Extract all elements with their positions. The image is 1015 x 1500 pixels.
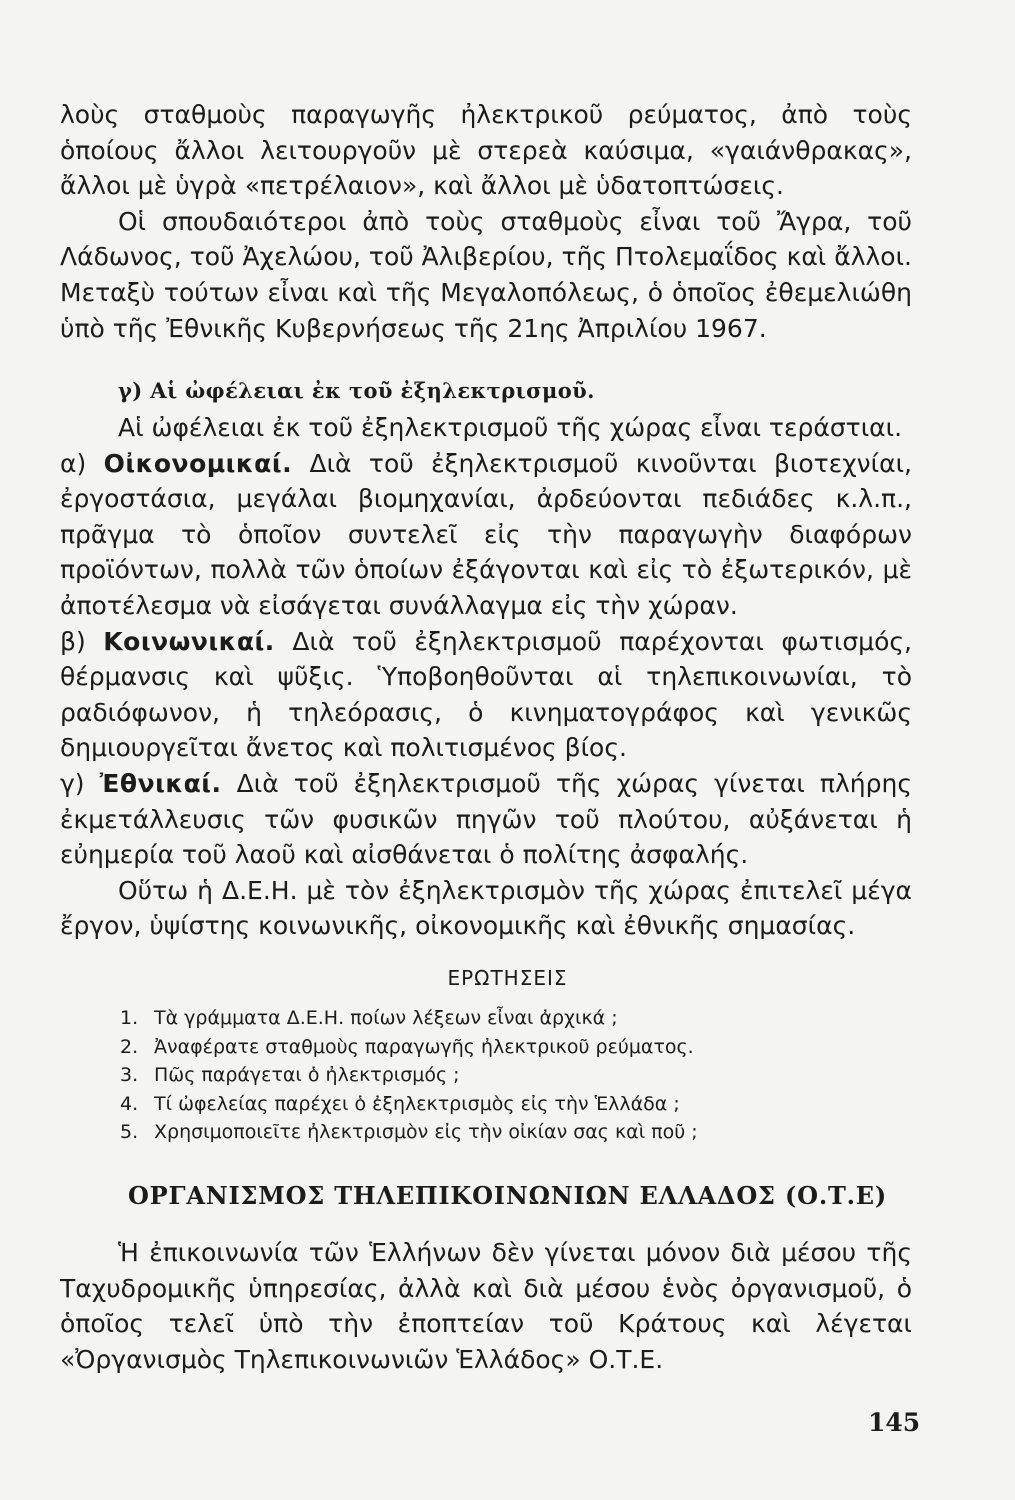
questions-title: ΕΡΩΤΗΣΕΙΣ — [447, 966, 568, 990]
ote-section — [60, 1235, 912, 1377]
stations-paragraph: Οἱ σπουδαιότεροι ἀπὸ τοὺς σταθμοὺς εἶναι τοῦ Ἄγρα, τοῦ Λάδωνος, τοῦ Ἀχελώου, τοῦ Ἀλιβερίου, τῆς Πτολεμαΐδος καὶ ἄλλοι. Μεταξὺ τούτων εἶναι καὶ τῆς Μεγαλοπόλεως, ὁ ὁποῖος ἐθεμελιώθη ὑπὸ τῆς Ἐθνικῆς Κυβερνήσεως τῆς 21ης Ἀπριλίου 1967. — [60, 206, 912, 343]
benefits-intro-paragraph: Αἱ ὠφέλειαι ἐκ τοῦ ἐξηλεκτρισμοῦ τῆς χώρας εἶναι τεράστιαι. — [118, 413, 903, 442]
question-item — [120, 1061, 840, 1090]
question-text: Χρησιμοποιεῖτε ἠλεκτρισμὸν εἰς τὴν οἰκίαν σας καὶ ποῦ ; — [154, 1121, 698, 1144]
question-number: 2. — [120, 1035, 139, 1058]
intro-section — [60, 97, 912, 346]
national-label: Ἐθνικαί. — [99, 768, 222, 798]
conclusion-paragraph: Οὕτω ἡ Δ.Ε.Η. μὲ τὸν ἐξηλεκτρισμὸν τῆς χώρας ἐπιτελεῖ μέγα ἔργον, ὑψίστης κοινωνικῆς, οἰκονομικῆς καὶ ἐθνικῆς σημασίας. — [60, 875, 912, 941]
social-benefits-paragraph — [60, 624, 912, 766]
question-number: 4. — [120, 1092, 139, 1115]
benefits-heading: γ) Αἱ ὠφέλειαι ἐκ τοῦ ἐξηλεκτρισμοῦ. — [118, 378, 595, 403]
social-label: Κοινωνικαί. — [103, 626, 275, 656]
national-marker: γ) — [60, 768, 100, 798]
national-benefits-paragraph — [60, 766, 912, 873]
economic-label: Οἰκονομικαί. — [103, 448, 293, 478]
question-item — [120, 1090, 840, 1119]
benefits-section — [60, 410, 912, 944]
question-text: Τί ὠφελείας παρέχει ὁ ἐξηλεκτρισμὸς εἰς τὴν Ἑλλάδα ; — [154, 1092, 680, 1115]
question-text: Τὰ γράμματα Δ.Ε.Η. ποίων λέξεων εἶναι ἀρχικά ; — [154, 1007, 618, 1029]
questions-list — [120, 1004, 840, 1147]
question-number: 1. — [120, 1007, 139, 1029]
national-text: Διὰ τοῦ ἐξηλεκτρισμοῦ τῆς χώρας γίνεται πλήρης ἐκμετάλλευσις τῶν φυσικῶν πηγῶν τοῦ πλούτου, αὐξάνεται ἡ εὐημερία τοῦ λαοῦ καὶ αἰσθάνεται ὁ πολίτης ἀσφαλής. — [60, 768, 912, 870]
question-number: 5. — [120, 1121, 139, 1144]
question-item — [120, 1033, 840, 1062]
social-marker: β) — [60, 626, 104, 656]
ote-paragraph: Ἡ ἐπικοινωνία τῶν Ἑλλήνων δὲν γίνεται μόνον διὰ μέσου τῆς Ταχυδρομικῆς ὑπηρεσίας, ἀλλὰ καὶ διὰ μέσου ἑνὸς ὀργανισμοῦ, ὁ ὁποῖος τελεῖ ὑπὸ τὴν ἐποπτείαν τοῦ Κράτους καὶ λέγεται «Ὀργανισμὸς Τηλεπικοινωνιῶν Ἑλλάδος» Ο.Τ.Ε. — [60, 1238, 912, 1374]
question-item — [120, 1118, 840, 1147]
question-text: Ἀναφέρατε σταθμοὺς παραγωγῆς ἠλεκτρικοῦ ρεύματος. — [154, 1035, 694, 1058]
question-text: Πῶς παράγεται ὁ ἠλεκτρισμός ; — [154, 1064, 460, 1087]
ote-section-title: ΟΡΓΑΝΙΣΜΟΣ ΤΗΛΕΠΙΚΟΙΝΩΝΙΩΝ ΕΛΛΑΔΟΣ (Ο.Τ.Ε) — [127, 1181, 888, 1210]
social-text: Διὰ τοῦ ἐξηλεκτρισμοῦ παρέχονται φωτισμός, θέρμανσις καὶ ψῦξις. Ὑποβοηθοῦνται αἱ τηλεπικοινωνίαι, τὸ ραδιόφωνον, ἡ τηλεόρασις, ὁ κινηματογράφος καὶ γενικῶς δημιουργεῖται ἄνετος καὶ πολιτισμένος βίος. — [60, 626, 912, 763]
intro-continuation-paragraph: λοὺς σταθμοὺς παραγωγῆς ἠλεκτρικοῦ ρεύματος, ἀπὸ τοὺς ὁποίους ἄλλοι λειτουργοῦν μὲ στερεὰ καύσιμα, «γαιάνθρακας», ἄλλοι μὲ ὑγρὰ «πετρέλαιον», καὶ ἄλλοι μὲ ὑδατοπτώσεις. — [60, 100, 912, 201]
question-number: 3. — [120, 1064, 139, 1087]
economic-benefits-paragraph — [60, 446, 912, 624]
page-number: 145 — [868, 1408, 921, 1437]
economic-text: Διὰ τοῦ ἐξηλεκτρισμοῦ κινοῦνται βιοτεχνίαι, ἐργοστάσια, μεγάλαι βιομηχανίαι, ἀρδεύονται πεδιάδες κ.λ.π., πρᾶγμα τὸ ὁποῖον συντελεῖ εἰς τὴν παραγωγὴν διαφόρων προϊόντων, πολλὰ τῶν ὁποίων ἐξάγονται καὶ εἰς τὸ ἐξωτερικόν, μὲ ἀποτέλεσμα νὰ εἰσάγεται συνάλλαγμα εἰς τὴν χώραν. — [60, 448, 912, 620]
question-item — [120, 1004, 840, 1033]
economic-marker: α) — [60, 448, 104, 478]
